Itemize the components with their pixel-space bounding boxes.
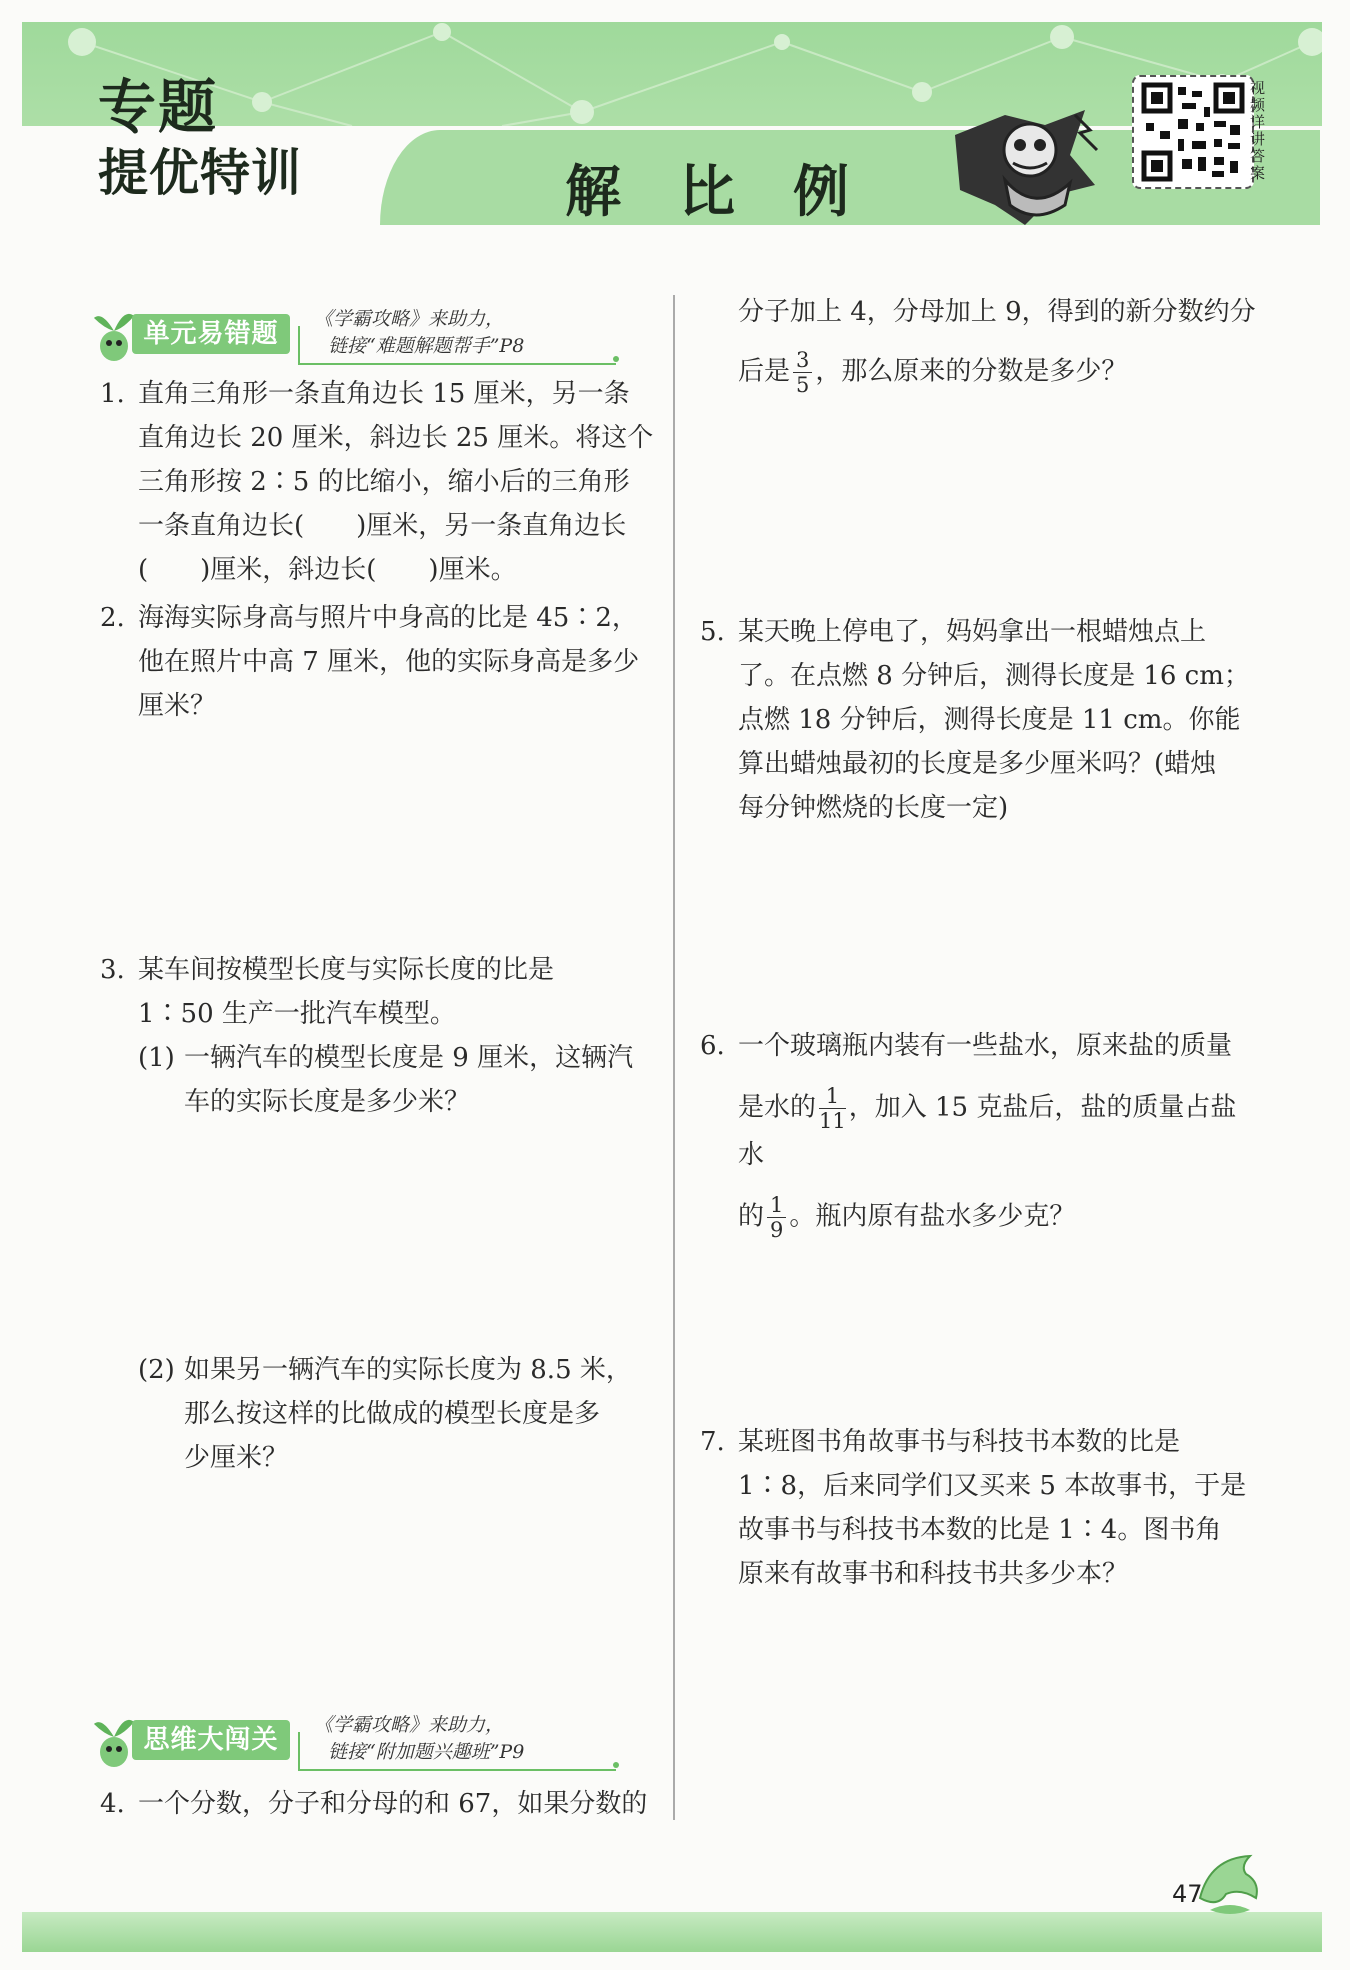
tag-underline [298, 1769, 616, 1771]
fraction-denominator: 5 [796, 373, 810, 397]
fraction-1-9 [767, 1193, 786, 1242]
section-note [314, 1712, 624, 1766]
question-line-with-fraction [738, 1084, 1260, 1177]
question-number: 4. [100, 1789, 125, 1819]
fraction-denominator: 11 [819, 1109, 846, 1133]
fraction-numerator: 3 [793, 348, 812, 373]
qr-caption: 视频详讲答案 [1250, 79, 1266, 182]
fraction-denominator: 9 [770, 1218, 784, 1242]
subquestion-line: 一辆汽车的模型长度是 9 厘米，这辆汽 [184, 1043, 634, 1073]
question-line: 分子加上 4，分母加上 9，得到的新分数约分 [738, 297, 1256, 327]
section-note-line2: 链接“难题解题帮手”P8 [328, 335, 525, 357]
page-number: 47 [1172, 1880, 1203, 1908]
question-line: 算出蜡烛最初的长度是多少厘米吗？(蜡烛 [738, 749, 1217, 779]
question-2 [100, 596, 660, 728]
question-line: 一个玻璃瓶内装有一些盐水，原来盐的质量 [738, 1031, 1233, 1061]
question-line: 某车间按模型长度与实际长度的比是 [138, 955, 555, 985]
question-line: 点燃 18 分钟后，测得长度是 11 cm。你能 [738, 705, 1241, 735]
question-4-continued [738, 290, 1258, 397]
question-line: 厘米？ [138, 691, 217, 721]
topic-tag [98, 73, 302, 202]
text-fragment: 是水的 [738, 1092, 817, 1123]
mascot-illustration [935, 95, 1115, 230]
text-fragment: 后是 [738, 356, 791, 387]
question-number: 3. [100, 955, 125, 985]
tag-underline [298, 363, 616, 365]
subquestion-line: 少厘米？ [184, 1443, 289, 1473]
sprout-mascot-icon [92, 306, 136, 364]
question-line: 三角形按 2∶5 的比缩小，缩小后的三角形 [138, 467, 630, 497]
sprout-mascot-icon [92, 1712, 136, 1770]
subquestion-line: 那么按这样的比做成的模型长度是多 [184, 1399, 601, 1429]
page-title: 解比例 [565, 160, 907, 225]
tag-vline [298, 326, 300, 364]
fraction-3-5 [793, 348, 812, 397]
section-note-line1: 《学霸攻略》来助力， [314, 1714, 505, 1736]
question-line: 某班图书角故事书与科技书本数的比是 [738, 1427, 1181, 1457]
question-line: 每分钟燃烧的长度一定) [738, 793, 1009, 823]
text-fragment: ，加入 15 克盐后，盐的质量占盐水 [738, 1092, 1237, 1170]
question-number: 1. [100, 379, 125, 409]
text-fragment: 。瓶内原有盐水多少克？ [789, 1201, 1076, 1232]
question-5 [700, 610, 1260, 830]
question-line: ( )厘米，斜边长( )厘米。 [138, 555, 517, 585]
question-3 [100, 948, 660, 1124]
subquestion-number: (2) [138, 1355, 175, 1385]
qr-code[interactable] [1132, 75, 1254, 189]
question-line: 一个分数，分子和分母的和 67，如果分数的 [138, 1789, 648, 1819]
section-note [314, 306, 624, 360]
question-number: 2. [100, 603, 125, 633]
question-number: 7. [700, 1427, 725, 1457]
section-label: 单元易错题 [132, 314, 290, 354]
topic-tag-line2: 提优特训 [98, 144, 302, 202]
question-line: 原来有故事书和科技书共多少本？ [738, 1559, 1129, 1589]
question-number: 6. [700, 1031, 725, 1061]
question-4 [100, 1782, 660, 1826]
question-7 [700, 1420, 1260, 1596]
subquestion-line: 车的实际长度是多少米？ [184, 1087, 471, 1117]
fraction-numerator: 1 [767, 1193, 786, 1218]
section-note-line2: 链接“附加题兴趣班”P9 [328, 1741, 525, 1763]
question-line: 直角边长 20 厘米，斜边长 25 厘米。将这个 [138, 423, 654, 453]
text-fragment: ，那么原来的分数是多少？ [815, 356, 1128, 387]
topic-tag-line1: 专题 [98, 73, 219, 141]
question-1 [100, 372, 660, 592]
column-divider [673, 295, 675, 1820]
subquestion-number: (1) [138, 1043, 175, 1073]
question-number: 5. [700, 617, 725, 647]
question-line-with-fraction [738, 348, 1258, 397]
question-line: 一条直角边长( )厘米，另一条直角边长 [138, 511, 627, 541]
section-note-line1: 《学霸攻略》来助力， [314, 308, 505, 330]
subquestion-line: 如果另一辆汽车的实际长度为 8.5 米， [184, 1355, 632, 1385]
footer-band [22, 1912, 1322, 1952]
question-line: 1∶50 生产一批汽车模型。 [138, 999, 456, 1029]
question-line-with-fraction [738, 1193, 1260, 1242]
question-line: 了。在点燃 8 分钟后，测得长度是 16 cm； [738, 661, 1250, 691]
tag-vline [298, 1732, 300, 1770]
section-label: 思维大闯关 [132, 1720, 290, 1760]
question-line: 海海实际身高与照片中身高的比是 45∶2， [138, 603, 638, 633]
fraction-numerator: 1 [819, 1084, 846, 1109]
question-line: 1∶8，后来同学们又买来 5 本故事书，于是 [738, 1471, 1247, 1501]
question-line: 直角三角形一条直角边长 15 厘米，另一条 [138, 379, 630, 409]
question-line: 他在照片中高 7 厘米，他的实际身高是多少 [138, 647, 640, 677]
question-3-part-2 [100, 1348, 660, 1480]
fraction-1-11 [819, 1084, 846, 1133]
text-fragment: 的 [738, 1201, 765, 1232]
qr-code-icon [1134, 77, 1252, 187]
question-6 [700, 1024, 1260, 1242]
question-line: 某天晚上停电了，妈妈拿出一根蜡烛点上 [738, 617, 1207, 647]
question-line: 故事书与科技书本数的比是 1∶4。图书角 [738, 1515, 1222, 1545]
